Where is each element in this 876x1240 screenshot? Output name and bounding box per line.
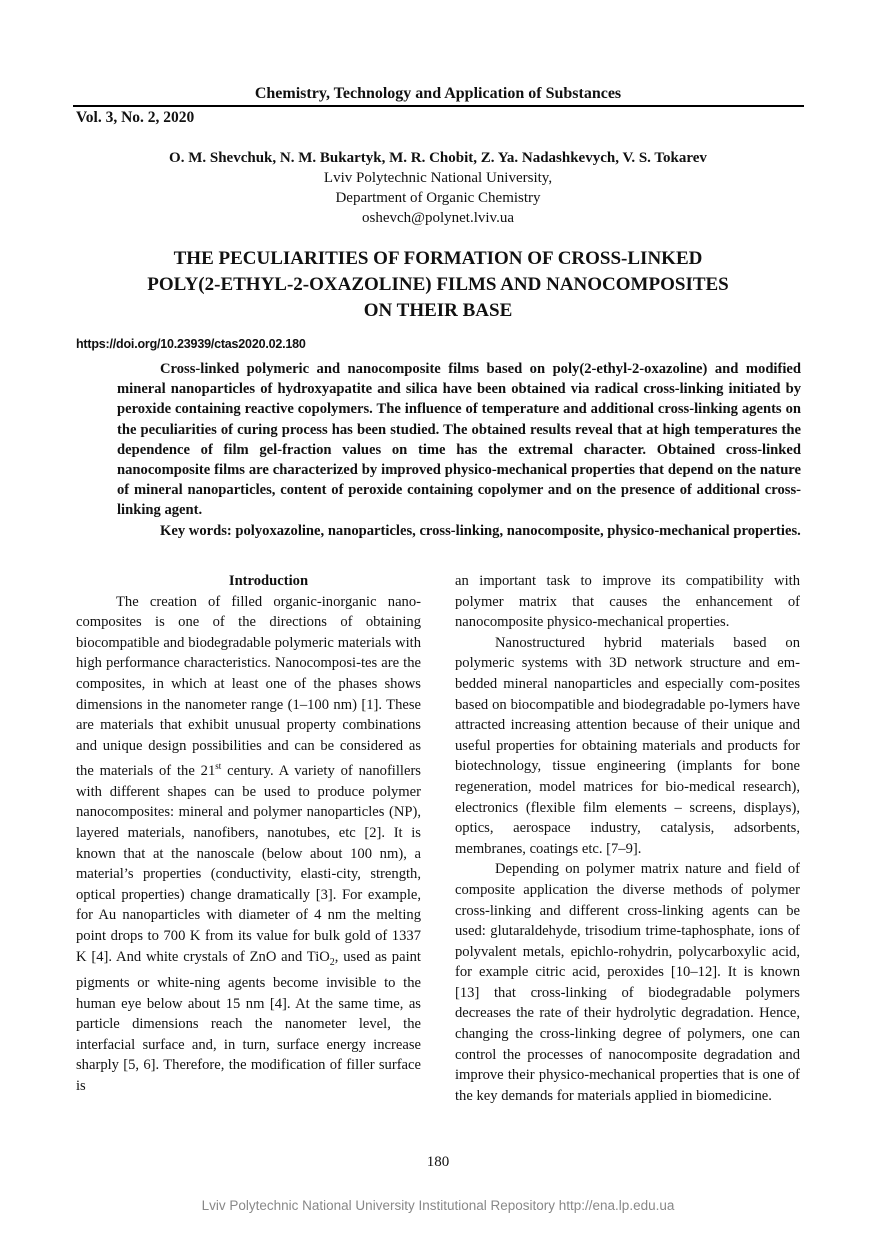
title-line-2: POLY(2-ETHYL-2-OXAZOLINE) FILMS AND NANOCOMPOSITES — [147, 274, 729, 295]
subscript-2: 2 — [329, 956, 335, 968]
paper-title — [0, 246, 876, 324]
right-paragraph-continuation: an important task to improve its compatibility with polymer matrix that causes the enhancement of nanocomposite physico-mechanical properties. — [455, 573, 800, 631]
intro-text-part-2: century. A variety of nanofillers with different shapes can be used to produce polymer nanocomposites: mineral and polymer nanoparticles (NP), layered materials, nanofibers, nanotubes, etc [2]. It is known that at the nanoscale (below about 100 nm), a material’s properties (conductivity, elasti-city, strength, optical properties) change dramatically [3]. For example, for Au nanoparticles with diameter of 4 nm the melting point drops to 700 K from its value for bulk gold of 1337 K [4]. And white crystals of ZnO and TiO — [76, 763, 421, 965]
doi-link[interactable]: https://doi.org/10.23939/ctas2020.02.180 — [76, 337, 306, 351]
keywords: Key words: polyoxazoline, nanoparticles, cross-linking, nanocomposite, physico-mechanical properties. — [160, 522, 801, 539]
right-column — [455, 571, 800, 1106]
volume-issue: Vol. 3, No. 2, 2020 — [76, 109, 195, 126]
page-number: 180 — [426, 1154, 450, 1170]
title-line-3: ON THEIR BASE — [363, 300, 513, 321]
title-line-1: THE PECULIARITIES OF FORMATION OF CROSS-LINKED — [173, 248, 703, 269]
right-paragraph-crosslinking: Depending on polymer matrix nature and field of composite application the diverse methods of polymer cross-linking and different cross-linking agents can be used: glutaraldehyde, trisodium trime-taphosphate, ions of polyvalent metals, epichlo-rohydrin, polycarboxylic acid, for example citric acid, peroxides [10–12]. It is known [13] that cross-linking of biodegradable polymers decreases the rate of their hydrolytic degradation. Hence, changing the cross-linking degree of polymers, one can control the processes of nanocomposite degradation and improve their physico-mechanical properties that is one of the key demands for materials applied in biomedicine. — [455, 861, 800, 1104]
left-column — [76, 571, 421, 1097]
intro-text-part-1: The creation of filled organic-inorganic nano-composites is one of the directions of obtaining biocompatible and biodegradable polymeric materials with high performance characteristics. Nanocomposi-tes are the composites, in which at least one of the phases shows dimensions in the nanometer range (1–100 nm) [1]. These are materials that exhibit unusual property combinations and unique design possibilities and can be considered as the materials of the 21 — [76, 593, 421, 780]
header-rule — [73, 105, 804, 107]
section-heading-introduction: Introduction — [228, 573, 309, 589]
repository-footer: Lviv Polytechnic National University Institutional Repository http://ena.lp.edu.ua — [201, 1198, 675, 1213]
abstract-text: Cross-linked polymeric and nanocomposite films based on poly(2-ethyl-2-oxazoline) and modified mineral nanoparticles of hydroxyapatite and silica have been obtained via radical cross-linking initiated by peroxide containing reactive copolymers. The influence of temperature and additional cross-linking agents on the peculiarities of curing process has been studied. The obtained results reveal that at high temperatures the dependence of film gel-fraction values on time has the extremal character. Obtained cross-linked nanocomposite films are characterized by improved physico-mechanical properties that depend on the nature of mineral nanoparticles, content of peroxide containing copolymer and on the presence of additional cross-linking agent. — [117, 361, 801, 519]
author-email[interactable]: oshevch@polynet.lviv.ua — [362, 210, 514, 226]
intro-paragraph-1 — [76, 592, 421, 1097]
affiliation-university: Lviv Polytechnic National University, — [323, 170, 553, 186]
intro-text-part-3: , used as paint pigments or white-ning agents become invisible to the human eye below about 15 nm [4]. At the same time, as particle dimensions reach the nanometer level, the interfacial surface and, in turn, surface energy increase sharply [5, 6]. Therefore, the modification of filler surface is — [76, 948, 421, 1095]
journal-title: Chemistry, Technology and Application of Substances — [254, 85, 622, 102]
author-list: O. M. Shevchuk, N. M. Bukartyk, M. R. Chobit, Z. Ya. Nadashkevych, V. S. Tokarev — [169, 150, 707, 166]
superscript-st: st — [215, 761, 222, 772]
affiliation-department: Department of Organic Chemistry — [335, 190, 541, 206]
abstract — [117, 359, 801, 541]
right-paragraph-nanostructured: Nanostructured hybrid materials based on polymeric systems with 3D network structure and em-bedded mineral nanoparticles and especially com-posites based on biocompatible and biodegradable po-lymers have attracted increasing attention because of their unique and useful properties for obtaining materials and products for biotechnology, tissue engineering (implants for bone regeneration, model matrices for bio-medical research), electronics (flexible film elements – screens, displays), optics, aerospace industry, catalysis, adsorbents, membranes, coatings etc. [7–9]. — [455, 634, 800, 857]
affiliation — [0, 168, 876, 228]
